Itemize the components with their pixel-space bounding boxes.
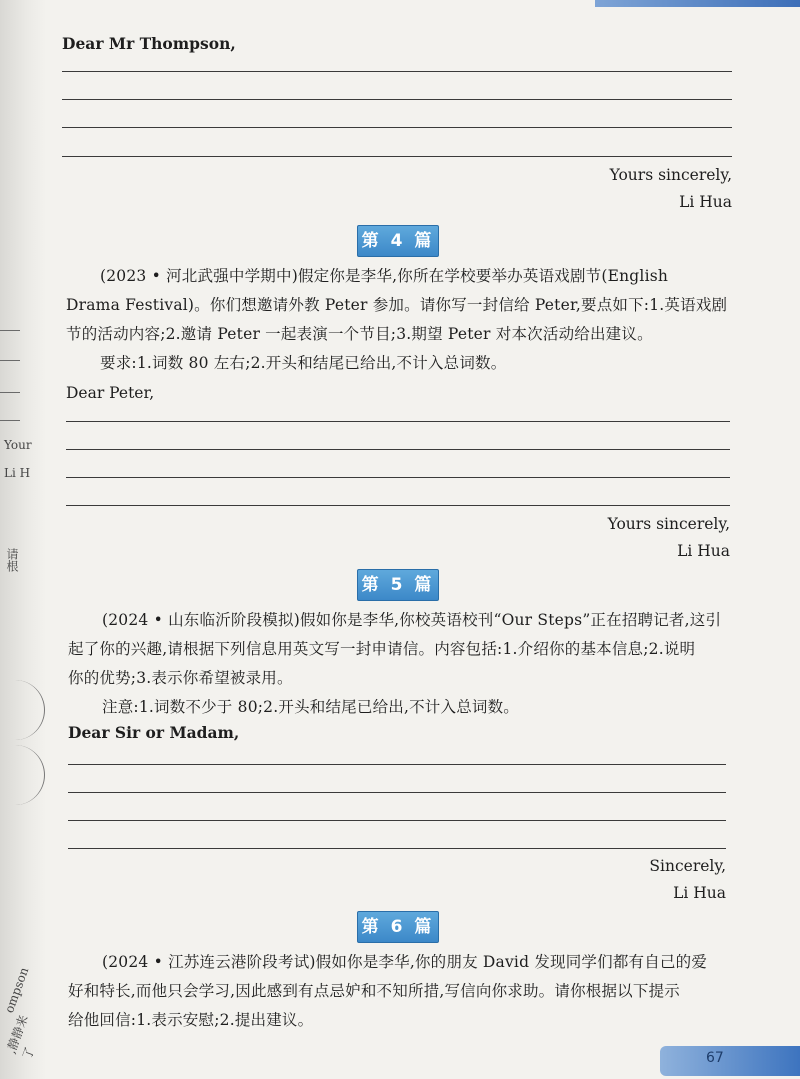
margin-fragment: Your <box>4 438 32 452</box>
writing-line[interactable] <box>68 848 726 849</box>
section-4-badge: 第 4 篇 <box>357 225 439 257</box>
salutation-peter: Dear Peter, <box>66 384 155 402</box>
adjacent-page-edge <box>0 0 46 1079</box>
writing-line[interactable] <box>66 449 730 450</box>
section-6-badge: 第 6 篇 <box>357 911 439 943</box>
salutation-thompson: Dear Mr Thompson, <box>62 34 236 53</box>
writing-line[interactable] <box>66 477 730 478</box>
margin-fragment: ompson <box>2 965 32 1015</box>
section-4-prompt-line: 节的活动内容;2.邀请 Peter 一起表演一个节目;3.期望 Peter 对本次活动给出建议。 <box>66 325 653 343</box>
closing: Yours sincerely, <box>607 515 730 533</box>
margin-curve <box>0 680 45 740</box>
section-6-prompt-line: (2024 • 江苏连云港阶段考试)假如你是李华,你的朋友 David 发现同学们都有自己的爱 <box>102 953 708 971</box>
margin-fragment: ,静静来了 <box>3 1013 38 1062</box>
section-4-requirement: 要求:1.词数 80 左右;2.开头和结尾已给出,不计入总词数。 <box>100 354 507 372</box>
writing-line[interactable] <box>62 99 732 100</box>
writing-line[interactable] <box>66 421 730 422</box>
salutation-sir-madam: Dear Sir or Madam, <box>68 723 240 742</box>
margin-fragment: 请根 <box>5 548 19 572</box>
section-5-prompt-line: 你的优势;3.表示你希望被录用。 <box>68 669 293 687</box>
margin-rule <box>0 360 20 361</box>
section-5-prompt-line: (2024 • 山东临沂阶段模拟)假如你是李华,你校英语校刊“Our Steps”正在招聘记者,这引 <box>102 611 722 629</box>
margin-rule <box>0 392 20 393</box>
section-6-prompt-line: 给他回信:1.表示安慰;2.提出建议。 <box>68 1011 314 1029</box>
writing-line[interactable] <box>62 127 732 128</box>
closing: Sincerely, <box>649 857 726 875</box>
section-6-prompt-line: 好和特长,而他只会学习,因此感到有点忌妒和不知所措,写信向你求助。请你根据以下提示 <box>68 982 680 1000</box>
chapter-banner <box>595 0 800 7</box>
margin-rule <box>0 420 20 421</box>
margin-rule <box>0 330 20 331</box>
margin-fragment: Li H <box>4 466 31 480</box>
writing-line[interactable] <box>68 820 726 821</box>
writing-line[interactable] <box>66 505 730 506</box>
writing-line[interactable] <box>62 156 732 157</box>
signature: Li Hua <box>673 884 726 902</box>
section-5-badge: 第 5 篇 <box>357 569 439 601</box>
page-number-tab <box>660 1046 800 1076</box>
signature: Li Hua <box>679 193 732 211</box>
signature: Li Hua <box>677 542 730 560</box>
writing-line[interactable] <box>68 764 726 765</box>
section-5-prompt-line: 起了你的兴趣,请根据下列信息用英文写一封申请信。内容包括:1.介绍你的基本信息;2.说明 <box>68 640 696 658</box>
section-4-prompt-line: (2023 • 河北武强中学期中)假定你是李华,你所在学校要举办英语戏剧节(English <box>100 267 669 285</box>
closing: Yours sincerely, <box>609 166 732 184</box>
margin-curve <box>0 745 45 805</box>
writing-line[interactable] <box>68 792 726 793</box>
page-number: 67 <box>706 1050 724 1066</box>
section-4-prompt-line: Drama Festival)。你们想邀请外教 Peter 参加。请你写一封信给 Peter,要点如下:1.英语戏剧 <box>66 296 728 314</box>
writing-line[interactable] <box>62 71 732 72</box>
section-5-requirement: 注意:1.词数不少于 80;2.开头和结尾已给出,不计入总词数。 <box>102 698 520 716</box>
